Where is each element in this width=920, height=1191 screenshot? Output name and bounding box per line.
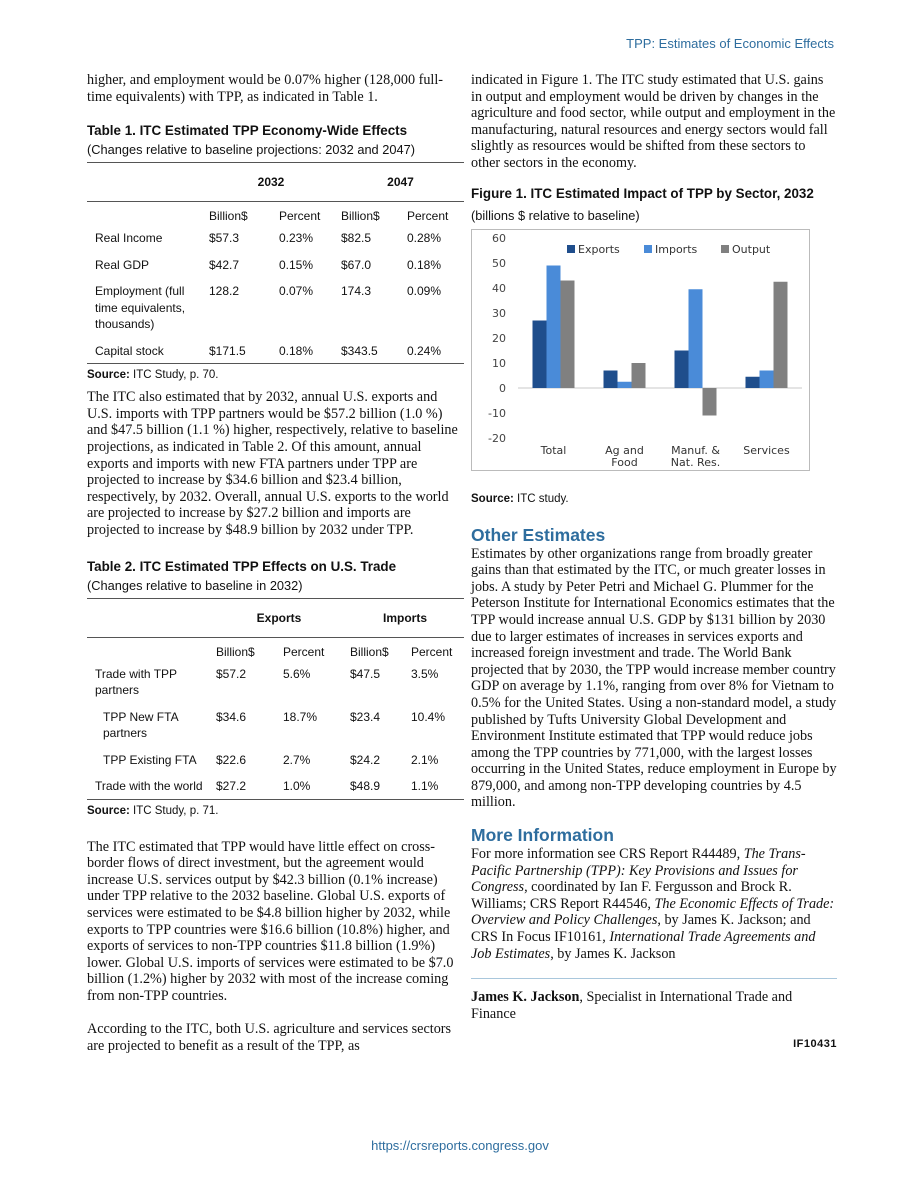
figure1-title: Figure 1. ITC Estimated Impact of TPP by Sector, 2032 [471,185,814,201]
figure1-source: Source: ITC study. [471,492,569,505]
table-cell: 0.15% [279,257,314,272]
table-row [87,752,464,779]
row-label: Trade with the world [87,778,212,799]
y-tick-label: 40 [492,281,506,295]
bar-imports [760,370,774,388]
table2-column-header: Percent [283,644,325,659]
x-category-label: Manuf. & [671,443,720,457]
text-segment: , by James K. Jackson; and CRS In Focus IF10161, [471,912,811,946]
table1-group-header: 2047 [337,163,464,202]
table-row [87,343,464,364]
bar-exports [533,320,547,388]
paragraph-intro: higher, and employment would be 0.07% higher (128,000 full-time equivalents) with TPP, as indicated in Table 1. [87,72,444,105]
report-title: The Economic Effects of Trade: Overview and Policy Challenges [471,895,835,929]
table-cell: 0.18% [407,257,442,272]
right-column [471,72,837,1050]
row-label: Employment (full time equivalents, thousands) [95,284,186,332]
legend-label: Imports [655,242,698,256]
report-title: International Trade Agreements and Job Estimates [471,929,816,962]
table2-title: Table 2. ITC Estimated TPP Effects on U.S. Trade [87,558,397,574]
table-cell: $171.5 [205,343,275,364]
table1-source: Source: ITC Study, p. 70. [87,369,219,382]
table-cell: 1.1% [407,778,464,799]
table-cell: 18.7% [283,709,318,724]
y-tick-label: 30 [492,306,506,320]
bar-imports [618,381,632,387]
table-cell: $67.0 [341,257,372,272]
legend-label: Exports [578,242,620,256]
table-cell: $343.5 [337,343,403,364]
table-cell: $82.5 [341,231,372,246]
running-header: TPP: Estimates of Economic Effects [626,36,834,51]
text-segment: For more information see CRS Report R44489, [471,846,744,863]
paragraph-other-estimates: Estimates by other organizations range from broadly greater gains than that estimated by the ITC, or much greater losses in jobs. A study by Peter Petri and Michael G. Plummer for the Peterson Institute for International Economics estimates that the TPP would increase annual U.S. GDP by $131 billion by 2030 due to larger estimates of increases in services exports and increased foreign investment and trade. The World Bank projected that by 2030, the TPP would increase member country GDP on average by 1.1%, ranging from over 8% for Vietnam to 0.5% for the United States. Using a non-standard model, a study published by Tufts University Global Development and Environment Institute estimated that TPP would reduce jobs among the TPP countries by 771,000, with the largest losses occurring in the United States, reduce employment in Europe by 879,000, and among non-TPP developing countries by 4.5 million. [471,545,837,811]
table-cell: 174.3 [341,284,372,299]
table-cell: 0.23% [279,231,314,246]
table1-column-header: Billion$ [209,209,248,224]
divider [471,978,837,979]
figure1-chart [471,229,810,471]
y-tick-label: -20 [488,431,506,445]
table-cell: $34.6 [216,709,247,724]
table-cell: 5.6% [283,666,311,681]
paragraph-more-information [471,846,837,962]
x-category-label: Services [743,443,790,457]
table2-source: Source: ITC Study, p. 71. [87,804,219,817]
table1-column-header: Percent [407,209,449,224]
x-category-label: Ag and [605,443,644,457]
table-cell: $27.2 [212,778,279,799]
table-cell: 0.18% [275,343,337,364]
table-cell: 128.2 [209,284,240,299]
left-column [87,72,464,1055]
table-cell: $47.5 [350,666,381,681]
row-label: TPP New FTA partners [103,709,178,741]
y-tick-label: 20 [492,331,506,345]
table-cell: $48.9 [346,778,407,799]
heading-other-estimates: Other Estimates [471,524,606,545]
table2-group-header: Exports [212,598,346,637]
table-row [87,257,464,284]
row-label: TPP Existing FTA [103,752,197,767]
heading-more-information: More Information [471,825,614,846]
table-row [87,283,464,343]
y-tick-label: -10 [488,406,506,420]
table-cell: 0.24% [403,343,464,364]
bar-output [632,363,646,388]
row-label: Real GDP [95,257,150,272]
table2-column-header: Billion$ [350,644,389,659]
table-row [87,778,464,799]
y-tick-label: 0 [499,381,506,395]
y-tick-label: 50 [492,256,506,270]
table-cell: 0.07% [279,284,314,299]
bar-exports [746,376,760,387]
table1-column-header: Billion$ [341,209,380,224]
bar-imports [547,265,561,388]
legend-swatch [721,245,729,253]
table-cell: 0.09% [407,284,442,299]
x-category-label: Total [540,443,567,457]
y-tick-label: 60 [492,231,506,245]
paragraph-services: The ITC estimated that TPP would have little effect on cross-border flows of direct investment, but the agreement would increase U.S. services output by $42.3 billion (0.1% increase) under TPP relative to the 2032 baseline. Global U.S. exports of services were estimated to be $4.8 billion higher by 2032, while exports to TPP countries were $16.6 billion (10.8%) higher, and exports of services to non-TPP countries $11.8 billion (1.9%) lower. Global U.S. imports of services were estimated to be $7.0 billion (1.2%) higher by 2032 with most of the increase coming from non-TPP countries. [87,838,454,1004]
table2-subtitle: (Changes relative to baseline in 2032) [87,577,303,593]
bar-chart [472,230,809,470]
table1-title: Table 1. ITC Estimated TPP Economy-Wide Effects [87,123,408,139]
document-id: IF10431 [793,1038,837,1051]
bar-exports [675,350,689,388]
text-segment: , coordinated by Ian F. Fergusson and Brock R. Williams; CRS Report R44546, [471,879,792,912]
table-cell: 2.1% [411,752,439,767]
legend-label: Output [732,242,771,256]
bar-output [561,280,575,388]
table-row [87,709,464,752]
row-label: Capital stock [87,343,205,364]
table2 [87,598,464,800]
x-category-label: Food [611,455,638,469]
table-cell: $24.2 [350,752,381,767]
table-cell: $57.2 [216,666,247,681]
x-category-label: Nat. Res. [670,455,721,469]
legend-swatch [644,245,652,253]
table-cell: 3.5% [411,666,439,681]
row-label: Trade with TPP partners [95,666,177,698]
footer-url[interactable]: https://crsreports.congress.gov [371,1138,549,1153]
table2-column-header: Billion$ [216,644,255,659]
bar-imports [689,289,703,388]
author-byline [471,989,837,1022]
legend-swatch [567,245,575,253]
report-title: The Trans-Pacific Partnership (TPP): Key Provisions and Issues for Congress [471,846,806,896]
figure1-subtitle: (billions $ relative to baseline) [471,207,640,223]
bar-exports [604,370,618,388]
table1 [87,162,464,364]
table-cell: 10.4% [411,709,446,724]
table1-group-header: 2032 [205,163,337,202]
table-cell: $57.3 [209,231,240,246]
table2-group-header: Imports [346,598,464,637]
paragraph-trade: The ITC also estimated that by 2032, annual U.S. exports and U.S. imports with TPP partners would be $57.2 billion (1.0 %) and $47.5 billion (1.1 %) higher, respectively, relative to baseline projections, as indicated in Table 2. Of this amount, annual exports and imports with new FTA partners under TPP are projected to increase by $34.6 billion and $23.4 billion, respectively, by 2032. Overall, annual U.S. exports to the world are projected to increase by $27.2 billion and imports are projected to increase by $48.9 billion by 2032 under TPP. [87,389,458,538]
paragraph-agriculture: According to the ITC, both U.S. agriculture and services sectors are projected to benefit as a result of the TPP, as [87,1021,452,1055]
row-label: Real Income [95,231,163,246]
table2-column-header: Percent [411,644,453,659]
author-name: James K. Jackson [471,989,580,1006]
table-cell: 2.7% [283,752,311,767]
table-cell: 1.0% [279,778,346,799]
table-row [87,666,464,709]
table-cell: $23.4 [350,709,381,724]
table-row [87,230,464,257]
bar-output [774,281,788,387]
author-role: , Specialist in International Trade and Finance [471,989,793,1022]
y-tick-label: 10 [492,356,506,370]
table-cell: 0.28% [407,231,442,246]
table1-column-header: Percent [279,209,321,224]
table-cell: $22.6 [216,752,247,767]
table-cell: $42.7 [209,257,240,272]
paragraph-figure-intro: indicated in Figure 1. The ITC study estimated that U.S. gains in output and employment would be driven by changes in the agriculture and food sector, while output and employment in the manufacturing, natural resources and energy sectors would fall slightly as resources would be shifted from these sectors to other sectors in the economy. [471,72,836,171]
table1-subtitle: (Changes relative to baseline projections: 2032 and 2047) [87,142,415,158]
text-segment: , by James K. Jackson [550,945,676,962]
bar-output [703,388,717,416]
